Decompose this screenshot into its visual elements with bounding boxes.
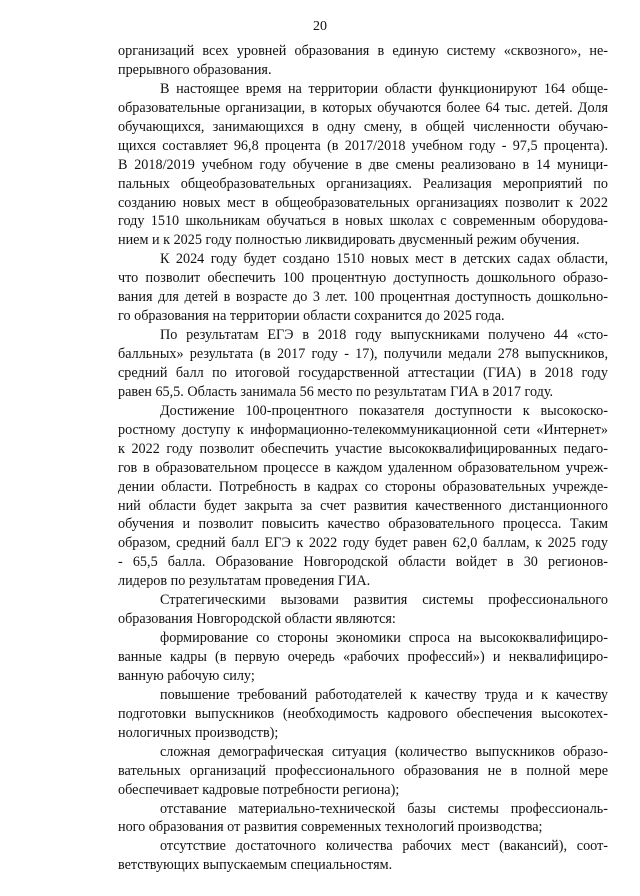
text-line: К 2024 году будет создано 1510 новых мест в детских садах области,	[160, 251, 608, 268]
text-line: образовательные организации, в которых обучаются более 64 тыс. детей. Доля	[118, 99, 608, 116]
text-line: сложная демографическая ситуация (количество выпускников образо-	[160, 743, 608, 760]
page-number: 20	[313, 19, 327, 34]
text-line: обучения и позволит повысить качество образовательного процесса. Таким	[118, 516, 608, 533]
text-line: В 2018/2019 учебном году обучение в две смены реализовано в 14 муници-	[118, 156, 608, 173]
text-line: подготовки выпускников (необходимость кадрового обеспечения высокотех-	[118, 705, 608, 722]
text-line: ветствующих выпускаемым специальностям.	[118, 857, 393, 874]
text-line: отставание материально-технической базы системы профессиональ-	[160, 800, 608, 817]
body-text	[118, 42, 608, 875]
text-line: вательных организаций профессионального образования не в полной мере	[118, 762, 608, 779]
text-line: вания для детей в возрасте до 3 лет. 100 процентная доступность дошкольно-	[118, 289, 608, 306]
text-line: повышение требований работодателей к качеству труда и к качеству	[160, 686, 608, 703]
text-line: созданию новых мест в общеобразовательных организациях позволит к 2022	[118, 194, 608, 211]
text-line: обеспечивает кадровые потребности региона);	[118, 781, 400, 798]
text-line: пальных общеобразовательных организациях. Реализация мероприятий по	[118, 175, 608, 192]
text-line: обучающихся, занимающихся в одну смену, в общей численности обучаю-	[118, 118, 608, 135]
text-line: средний балл по итоговой государственной аттестации (ГИА) в 2018 году	[118, 364, 608, 381]
text-line: организаций всех уровней образования в единую систему «сквозного», не-	[118, 43, 608, 59]
text-line: Достижение 100-процентного показателя доступности к высокоско-	[160, 402, 608, 419]
text-line: Стратегическими вызовами развития системы профессионального	[160, 592, 608, 609]
text-line: образования Новгородской области являются:	[118, 611, 396, 628]
text-line: ростному доступу к информационно-телекоммуникационной сети «Интернет»	[118, 421, 608, 438]
text-line: прерывного образования.	[118, 61, 272, 78]
text-line: нием и к 2025 году полностью ликвидировать двусменный режим обучения.	[118, 232, 580, 249]
text-line: дении области. Потребность в кадрах со стороны образовательных учрежде-	[118, 478, 608, 495]
text-line: балльных» результата (в 2017 году - 17), получили медали 278 выпускников,	[118, 346, 608, 362]
text-line: В настоящее время на территории области функционируют 164 обще-	[160, 80, 608, 97]
text-line: ванную рабочую силу;	[118, 667, 255, 684]
text-line: нологичных производств);	[118, 724, 279, 741]
text-line: равен 65,5. Область занимала 56 место по результатам ГИА в 2017 году.	[118, 383, 554, 400]
text-line: лидеров по результатам проведения ГИА.	[118, 573, 371, 590]
text-line: образом, средний балл ЕГЭ к 2022 году будет равен 62,0 баллам, к 2025 году	[118, 535, 608, 552]
text-line: что позволит обеспечить 100 процентную доступность дошкольного образо-	[118, 270, 608, 287]
text-line: По результатам ЕГЭ в 2018 году выпускниками получено 44 «сто-	[160, 327, 608, 344]
text-line: ного образования от развития современных технологий производства;	[118, 819, 543, 836]
text-line: гов в образовательном процессе в каждом удаленном образовательном учреж-	[118, 459, 608, 476]
text-line: формирование со стороны экономики спроса на высококвалифициро-	[160, 630, 608, 647]
text-line: к 2022 году позволит обеспечить участие высококвалифицированных педаго-	[118, 440, 608, 457]
text-line: ний области будет закрыта за счет развития качественного дистанционного	[118, 497, 608, 514]
text-line: году 1510 школьникам обучаться в новых школах с современным оборудова-	[118, 213, 608, 230]
text-line: го образования на территории области сохранится до 2025 года.	[118, 308, 505, 325]
text-line: отсутствие достаточного количества рабочих мест (вакансий), соот-	[160, 838, 608, 855]
text-line: щихся составляет 96,8 процента (в 2017/2018 учебном году - 97,5 процента).	[118, 137, 608, 154]
text-line: ванные кадры (в первую очередь «рабочих профессий») и неквалифициро-	[118, 649, 608, 665]
text-line: - 65,5 балла. Образование Новгородской области войдет в 30 регионов-	[118, 554, 608, 571]
